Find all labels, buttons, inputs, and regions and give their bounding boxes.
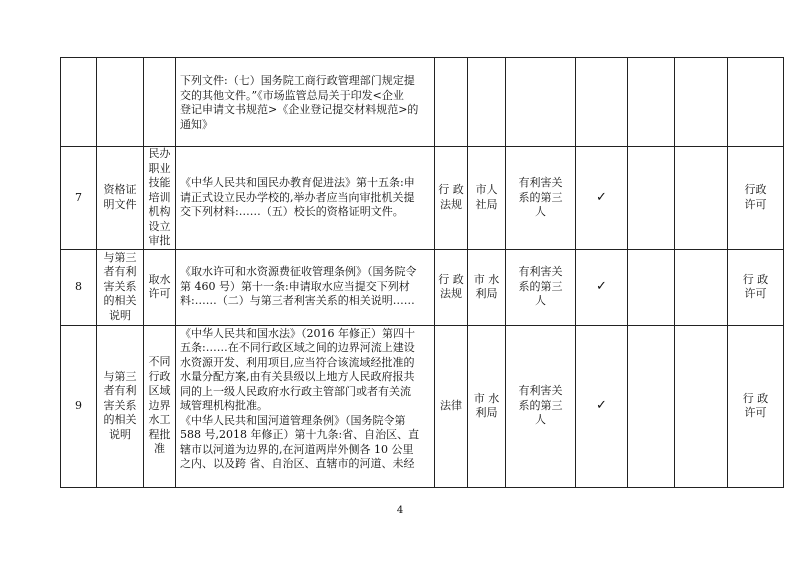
empty-cell xyxy=(675,147,728,250)
content-cell: 《取水许可和水资源费征收管理条例》（国务院令 第 460 号）第十一条:申请取水应当提交下列材 料:……（二）与第三者利害关系的相关说明…… xyxy=(176,249,435,325)
page-number: 4 xyxy=(396,505,404,516)
empty-cell xyxy=(628,249,675,325)
index-cell: 9 xyxy=(61,325,97,487)
department-cell xyxy=(468,58,506,147)
scope-cell: 有利害关 系的第三 人 xyxy=(506,147,576,250)
material-cell: 资格证 明文件 xyxy=(97,147,144,250)
empty-cell xyxy=(628,325,675,487)
table-row xyxy=(61,325,784,487)
empty-cell xyxy=(675,249,728,325)
content-cell: 《中华人民共和国水法》（2016 年修正）第四十 五条:……在不同行政区域之间的边界河流上建设 水资源开发、利用项目,应当符合该流域经批准的 水量分配方案,由有关县级以上地方人民政府报共 同的上一级人民政府水行政主管部门或者有关流 域管理机构批准。 《中华人民共和国河道管理条例》（国务院令第 588 号,2018 年修正）第十九条:省、自治区、直 辖市以河道为边界的,在河道两岸外侧各 10 公里 之内、以及跨 省、自治区、直辖市的河道、未经 xyxy=(176,325,435,487)
scope-cell: 有利害关 系的第三 人 xyxy=(506,249,576,325)
scope-cell: 有利害关 系的第三 人 xyxy=(506,325,576,487)
content-cell: 下列文件:（七）国务院工商行政管理部门规定提 交的其他文件。”《市场监管总局关于印发<企业 登记申请文书规范>《企业登记提交材料规范>的 通知》 xyxy=(176,58,435,147)
basis-type-cell xyxy=(435,58,468,147)
check-cell: ✓ xyxy=(576,147,628,250)
item-cell xyxy=(144,58,176,147)
item-cell: 民办 职业 技能 培训 机构 设立 审批 xyxy=(144,147,176,250)
category-cell: 行 政 许可 xyxy=(728,325,784,487)
check-cell xyxy=(576,58,628,147)
index-cell: 7 xyxy=(61,147,97,250)
scope-cell xyxy=(506,58,576,147)
index-cell: 8 xyxy=(61,249,97,325)
material-cell xyxy=(97,58,144,147)
index-cell xyxy=(61,58,97,147)
check-cell: ✓ xyxy=(576,325,628,487)
material-cell: 与第三 者有利 害关系 的相关 说明 xyxy=(97,249,144,325)
table-row xyxy=(61,147,784,250)
department-cell: 市 水 利局 xyxy=(468,325,506,487)
basis-type-cell: 法律 xyxy=(435,325,468,487)
item-cell: 取水 许可 xyxy=(144,249,176,325)
empty-cell xyxy=(675,325,728,487)
empty-cell xyxy=(675,58,728,147)
check-cell: ✓ xyxy=(576,249,628,325)
empty-cell xyxy=(628,58,675,147)
category-cell xyxy=(728,58,784,147)
table-row xyxy=(61,249,784,325)
content-cell: 《中华人民共和国民办教育促进法》第十五条:申 请正式设立民办学校的,举办者应当向审批机关提 交下列材料:……（五）校长的资格证明文件。 xyxy=(176,147,435,250)
table-row xyxy=(61,58,784,147)
materials-table xyxy=(60,57,784,488)
basis-type-cell: 行 政 法规 xyxy=(435,249,468,325)
empty-cell xyxy=(628,147,675,250)
material-cell: 与第三 者有利 害关系 的相关 说明 xyxy=(97,325,144,487)
category-cell: 行政 许可 xyxy=(728,147,784,250)
item-cell: 不同 行政 区域 边界 水工 程批 准 xyxy=(144,325,176,487)
department-cell: 市 水 利局 xyxy=(468,249,506,325)
department-cell: 市人 社局 xyxy=(468,147,506,250)
category-cell: 行 政 许可 xyxy=(728,249,784,325)
basis-type-cell: 行 政 法规 xyxy=(435,147,468,250)
